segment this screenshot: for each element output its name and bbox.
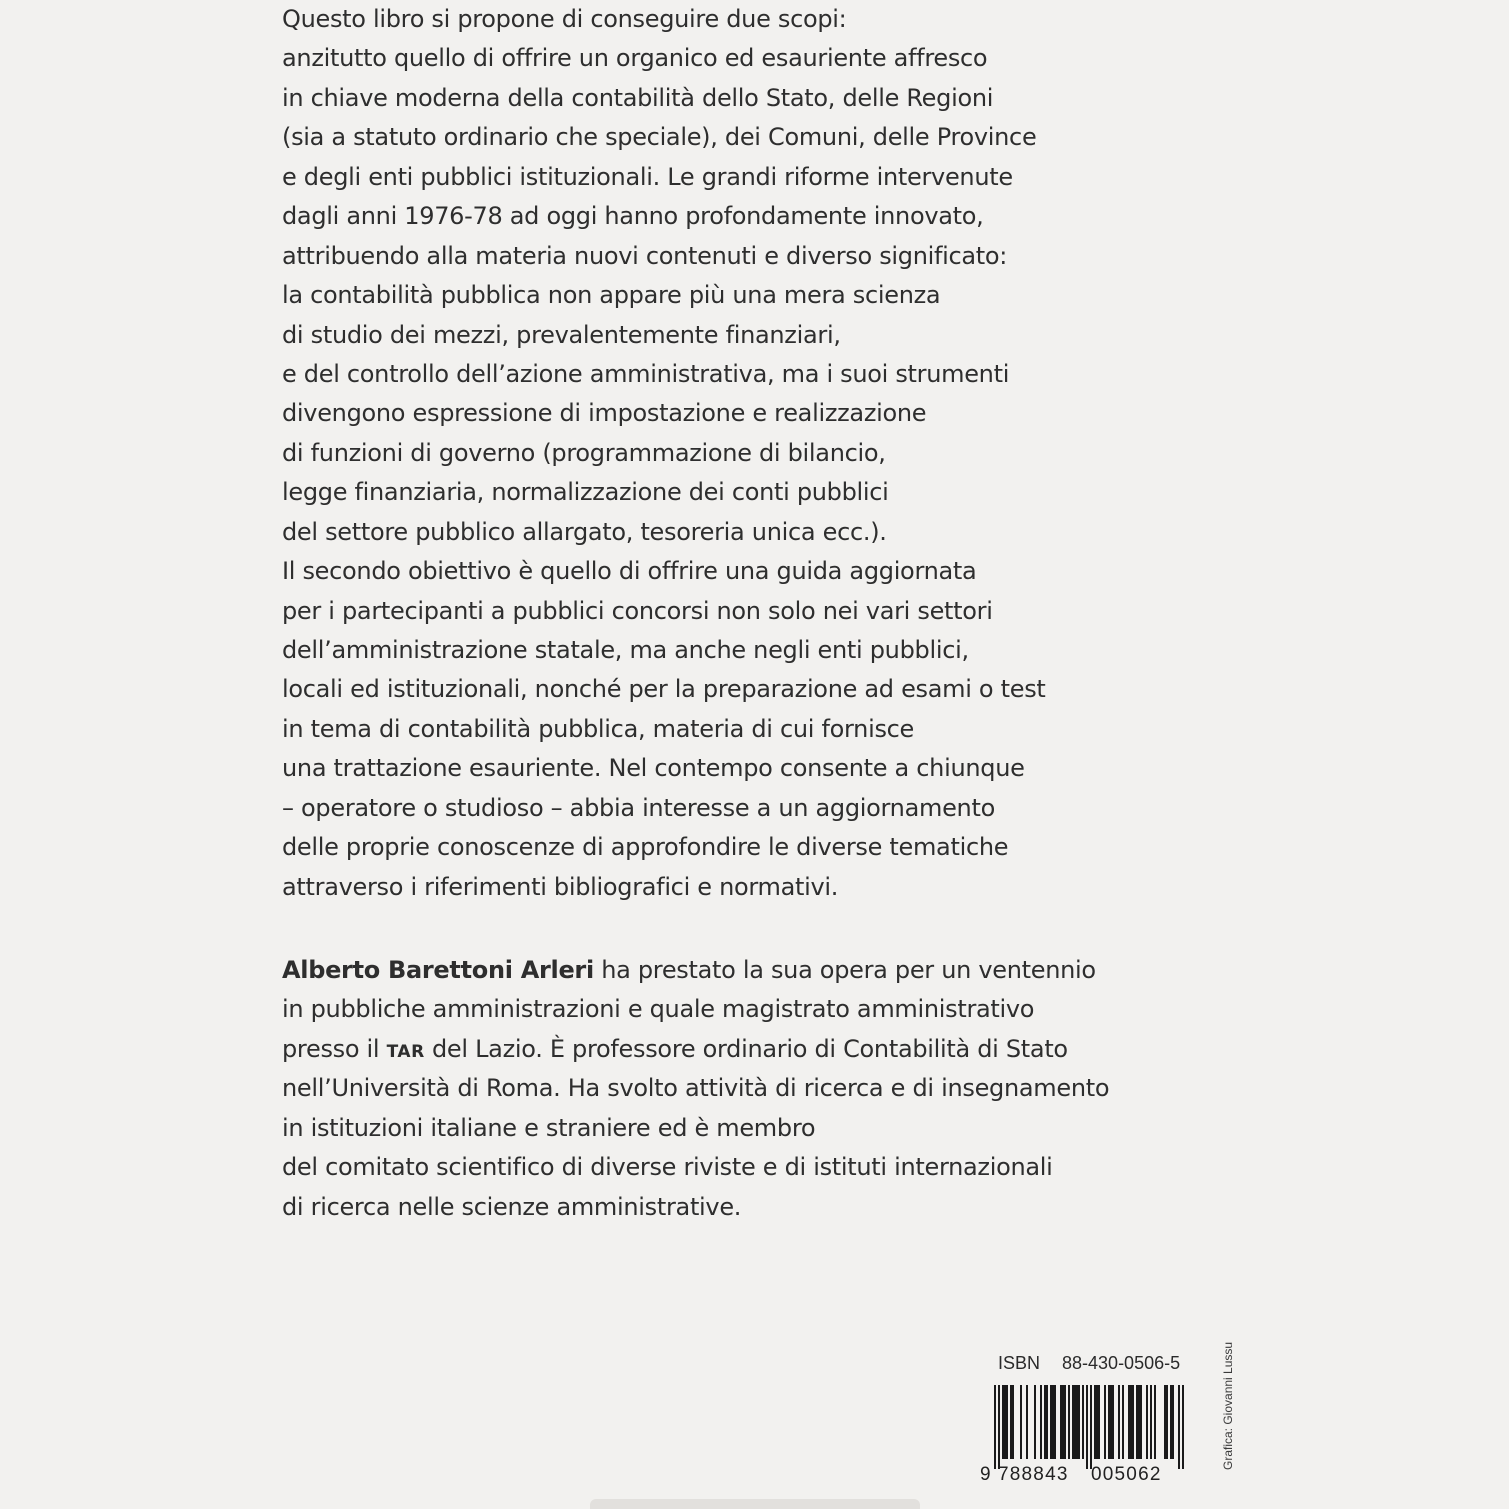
barcode-bar — [1010, 1385, 1012, 1459]
barcode-bar — [1054, 1385, 1056, 1459]
description-line: attraverso i riferimenti bibliografici e normativi. — [282, 872, 839, 901]
barcode-bar — [1082, 1385, 1084, 1459]
barcode-bar — [1026, 1385, 1028, 1459]
barcode-bar — [1046, 1385, 1048, 1459]
description-line: dell’amministrazione statale, ma anche negli enti pubblici, — [282, 636, 969, 664]
book-description — [282, 0, 1182, 907]
description-line: una trattazione esauriente. Nel contempo consente a chiunque — [282, 754, 1025, 783]
barcode-bar — [1050, 1385, 1052, 1459]
barcode-bar — [1062, 1385, 1064, 1459]
description-line: Il secondo obiettivo è quello di offrire una guida aggiornata — [282, 557, 977, 586]
barcode-bar — [1064, 1385, 1066, 1459]
barcode — [978, 1385, 1200, 1485]
barcode-bar — [1104, 1385, 1106, 1459]
isbn-label: ISBN — [998, 1353, 1041, 1373]
description-line: (sia a statuto ordinario che speciale), dei Comuni, delle Province — [282, 123, 1037, 152]
description-line: attribuendo alla materia nuovi contenuti e diverso significato: — [282, 241, 1008, 270]
barcode-bar — [998, 1385, 1000, 1469]
bio-line: presso il TAR del Lazio. È professore ordinario di Contabilità di Stato — [282, 1034, 1068, 1063]
tar-acronym: TAR — [386, 1041, 425, 1062]
barcode-bar — [1112, 1385, 1114, 1459]
description-line: di studio dei mezzi, prevalentemente finanziari, — [282, 320, 841, 349]
barcode-bar — [1140, 1385, 1142, 1459]
barcode-bar — [994, 1385, 996, 1469]
barcode-bar — [1154, 1385, 1156, 1459]
barcode-bar — [1164, 1385, 1166, 1459]
barcode-bar — [1004, 1385, 1006, 1459]
design-credit: Grafica: Giovanni Lussu — [1221, 1341, 1235, 1470]
barcode-bar — [1090, 1385, 1092, 1469]
barcode-bar — [1128, 1385, 1130, 1459]
barcode-bar — [1040, 1385, 1042, 1459]
barcode-bar — [1146, 1385, 1148, 1459]
barcode-bar — [1012, 1385, 1014, 1459]
barcode-bar — [1122, 1385, 1124, 1459]
description-line: delle proprie conoscenze di approfondire le diverse tematiche — [282, 833, 1009, 862]
bio-line: in pubbliche amministrazioni e quale magistrato amministrativo — [282, 995, 1035, 1024]
barcode-bar — [1110, 1385, 1112, 1459]
barcode-bar — [1108, 1385, 1110, 1459]
isbn-number: 88-430-0506-5 — [1062, 1353, 1181, 1373]
description-line: – operatore o studioso – abbia interesse a un aggiornamento — [282, 793, 995, 822]
barcode-bar — [1182, 1385, 1184, 1469]
description-line: anzitutto quello di offrire un organico ed esauriente affresco — [282, 44, 988, 73]
barcode-bar — [1138, 1385, 1140, 1459]
bio-line: del comitato scientifico di diverse riviste e di istituti internazionali — [282, 1153, 1053, 1182]
barcode-bar — [1094, 1385, 1096, 1459]
barcode-group-left: 788843 — [998, 1464, 1069, 1485]
barcode-bar — [1060, 1385, 1062, 1459]
description-line: in chiave moderna della contabilità dello Stato, delle Regioni — [282, 83, 994, 112]
barcode-bar — [1098, 1385, 1100, 1459]
bottom-edge-mark — [590, 1499, 920, 1509]
description-line: di funzioni di governo (programmazione di bilancio, — [282, 438, 886, 467]
barcode-bar — [1074, 1385, 1076, 1459]
barcode-bar — [1178, 1385, 1180, 1469]
barcode-bar — [1150, 1385, 1152, 1459]
barcode-bar — [1096, 1385, 1098, 1459]
description-line: del settore pubblico allargato, tesoreria unica ecc.). — [282, 517, 887, 546]
bio-line: di ricerca nelle scienze amministrative. — [282, 1192, 742, 1221]
description-line: in tema di contabilità pubblica, materia di cui fornisce — [282, 714, 915, 743]
author-biography — [282, 951, 1182, 1227]
description-line: divengono espressione di impostazione e realizzazione — [282, 399, 927, 428]
description-line: per i partecipanti a pubblici concorsi non solo nei vari settori — [282, 596, 993, 625]
barcode-bar — [1072, 1385, 1074, 1459]
barcode-bar — [1044, 1385, 1046, 1459]
barcode-bar — [1172, 1385, 1174, 1459]
isbn-block — [978, 1353, 1200, 1485]
description-line: e degli enti pubblici istituzionali. Le grandi riforme intervenute — [282, 162, 1013, 191]
barcode-bar — [1002, 1385, 1004, 1459]
barcode-bar — [1076, 1385, 1078, 1459]
isbn-text — [978, 1353, 1200, 1379]
barcode-bar — [1166, 1385, 1168, 1459]
bio-line: nell’Università di Roma. Ha svolto attività di ricerca e di insegnamento — [282, 1074, 1110, 1103]
bio-line: Alberto Barettoni Arleri ha prestato la sua opera per un ventennio — [282, 956, 1096, 984]
barcode-bar — [1006, 1385, 1008, 1459]
barcode-bar — [1068, 1385, 1070, 1459]
description-line: la contabilità pubblica non appare più una mera scienza — [282, 281, 941, 310]
barcode-bar — [1034, 1385, 1036, 1459]
barcode-bar — [1130, 1385, 1132, 1459]
description-line: e del controllo dell’azione amministrativa, ma i suoi strumenti — [282, 359, 1010, 388]
description-line: legge finanziaria, normalizzazione dei conti pubblici — [282, 478, 889, 507]
barcode-bar — [1086, 1385, 1088, 1469]
barcode-bar — [1170, 1385, 1172, 1459]
barcode-bar — [1136, 1385, 1138, 1459]
barcode-bar — [1020, 1385, 1022, 1459]
barcode-bar — [1052, 1385, 1054, 1459]
description-line: Questo libro si propone di conseguire due scopi: — [282, 5, 847, 33]
barcode-bar — [1132, 1385, 1134, 1459]
description-line: dagli anni 1976-78 ad oggi hanno profondamente innovato, — [282, 202, 984, 231]
barcode-group-right: 005062 — [1091, 1464, 1162, 1485]
author-name: Alberto Barettoni Arleri — [282, 956, 594, 984]
barcode-bar — [1078, 1385, 1080, 1459]
bio-line: in istituzioni italiane e straniere ed è membro — [282, 1113, 816, 1142]
barcode-first-digit: 9 — [980, 1464, 991, 1485]
description-line: locali ed istituzionali, nonché per la preparazione ad esami o test — [282, 675, 1046, 704]
barcode-bar — [1118, 1385, 1120, 1459]
